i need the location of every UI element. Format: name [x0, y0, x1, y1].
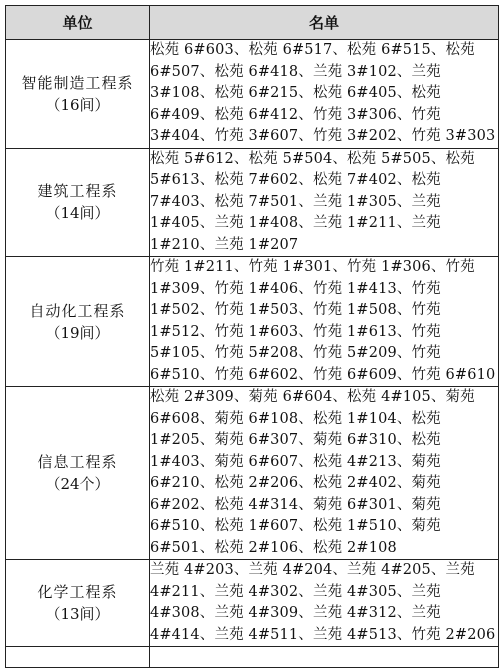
- room-list: 竹苑 1#211、竹苑 1#301、竹苑 1#306、竹苑 1#309、竹苑 1#406、竹苑 1#413、竹苑 1#502、竹苑 1#503、竹苑 1#508、竹苑 1#512、竹苑 1#603、竹苑 1#613、竹苑 5#105、竹苑 5#208、竹苑 5#209、竹苑 6#510、竹苑 6#602、竹苑 6#609、竹苑 6#610: [150, 257, 499, 387]
- department-name: 自动化工程系: [29, 301, 126, 320]
- department-name: 智能制造工程系: [21, 73, 134, 92]
- room-count: （19间）: [45, 323, 110, 342]
- department-name: 信息工程系: [37, 453, 118, 471]
- unit-cell: [6, 148, 150, 257]
- unit-cell: [6, 560, 150, 647]
- table-row: [6, 40, 499, 149]
- table-row: [6, 148, 499, 257]
- unit-cell: [6, 40, 150, 149]
- room-list: 松苑 2#309、菊苑 6#604、松苑 4#105、菊苑 6#608、菊苑 6#108、松苑 1#104、松苑 1#205、菊苑 6#307、菊苑 6#310、松苑 1#403、菊苑 6#607、松苑 4#213、菊苑 6#210、松苑 2#206、松苑 2#402、菊苑 6#202、松苑 4#314、菊苑 6#301、菊苑 6#510、松苑 1#607、松苑 1#510、菊苑 6#501、松苑 2#106、松苑 2#108: [150, 387, 499, 560]
- room-count: （13间）: [45, 605, 110, 623]
- room-list: [150, 647, 499, 668]
- unit-cell: [6, 387, 150, 560]
- room-list: 松苑 6#603、松苑 6#517、松苑 6#515、松苑 6#507、松苑 6#418、兰苑 3#102、兰苑 3#108、松苑 6#215、松苑 6#405、松苑 6#409、松苑 6#412、竹苑 3#306、竹苑 3#404、竹苑 3#607、竹苑 3#202、竹苑 3#303: [150, 40, 499, 149]
- room-count: （14间）: [45, 204, 110, 223]
- room-count: （16间）: [45, 95, 110, 114]
- table-row: [6, 257, 499, 387]
- unit-cell: [6, 257, 150, 387]
- room-list: 兰苑 4#203、兰苑 4#204、兰苑 4#205、兰苑 4#211、兰苑 4#302、兰苑 4#305、兰苑 4#308、兰苑 4#309、兰苑 4#312、兰苑 4#414、兰苑 4#511、兰苑 4#513、竹苑 2#206: [150, 560, 499, 647]
- header-row: [6, 6, 499, 40]
- dormitory-allocation-table: [5, 5, 499, 668]
- header-list: 名单: [150, 6, 499, 40]
- table-row-partial: [6, 647, 499, 668]
- table-row: [6, 387, 499, 560]
- header-unit: 单位: [6, 6, 150, 40]
- unit-cell: [6, 647, 150, 668]
- table-row: [6, 560, 499, 647]
- department-name: 化学工程系: [37, 583, 118, 601]
- department-name: 建筑工程系: [37, 182, 118, 201]
- room-list: 松苑 5#612、松苑 5#504、松苑 5#505、松苑 5#613、松苑 7#602、松苑 7#402、松苑 7#403、松苑 7#501、兰苑 1#305、兰苑 1#405、兰苑 1#408、兰苑 1#211、兰苑 1#210、兰苑 1#207: [150, 148, 499, 257]
- room-count: （24个）: [45, 475, 110, 493]
